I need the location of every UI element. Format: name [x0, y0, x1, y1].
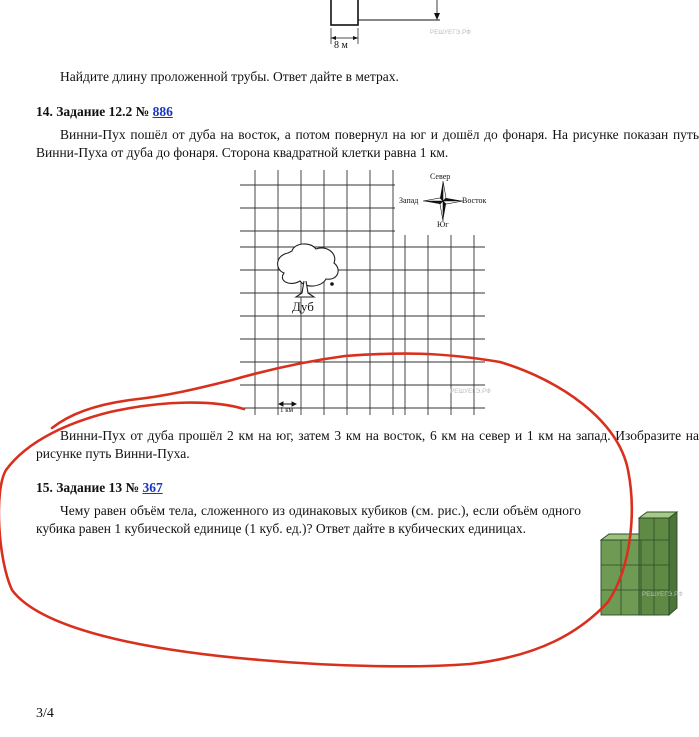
task13-question: Найдите длину проложенной трубы. Ответ дайте в метрах.	[60, 69, 399, 84]
task15-number-link[interactable]: 367	[142, 480, 163, 495]
watermark-cubes: РЕШУЕГЭ.РФ	[642, 592, 684, 598]
compass-east-label: Восток	[462, 196, 487, 205]
oak-tree-icon	[278, 244, 339, 297]
watermark-top: РЕШУЕГЭ.РФ	[430, 30, 472, 36]
start-point	[330, 282, 334, 286]
pipe-figure-arrowhead	[434, 13, 440, 20]
compass-west-label: Запад	[399, 196, 419, 205]
task14-text: Винни-Пух пошёл от дуба на восток, а потом повернул на юг и дошёл до фонаря. На рисунке показан путь Винни-Пуха от дуба до фонаря. Сторона квадратной клетки равна 1 км.	[36, 127, 699, 160]
task15-title-text: 15. Задание 13 №	[36, 480, 140, 495]
pipe-figure-box	[331, 0, 358, 25]
compass-north-label: Север	[430, 172, 451, 181]
scale-label: 1 км	[280, 406, 294, 414]
compass-rose-icon	[423, 181, 463, 221]
task15-title	[36, 480, 163, 496]
task14-number-link[interactable]: 886	[152, 104, 173, 119]
watermark-grid: РЕШУЕГЭ.РФ	[450, 389, 492, 395]
tree-label: Дуб	[292, 299, 314, 314]
pipe-figure-fragment	[0, 0, 699, 60]
task14-title	[36, 104, 173, 120]
task14-title-text: 14. Задание 12.2 №	[36, 104, 150, 119]
grid-lines	[240, 170, 485, 415]
task14-follow-up: Винни-Пух от дуба прошёл 2 км на юг, затем 3 км на восток, 6 км на север и 1 км на запад. Изобразите на рисунке путь Винни-Пуха.	[36, 428, 699, 461]
page-number: 3/4	[36, 706, 54, 721]
cubes-figure	[595, 510, 699, 620]
compass-south-label: Юг	[437, 220, 449, 229]
dimension-label: 8 м	[334, 40, 348, 51]
task15-text: Чему равен объём тела, сложенного из одинаковых кубиков (см. рис.), если объём одного кубика равен 1 кубической единице (1 куб. ед.)? Ответ дайте в кубических единицах.	[36, 503, 581, 536]
